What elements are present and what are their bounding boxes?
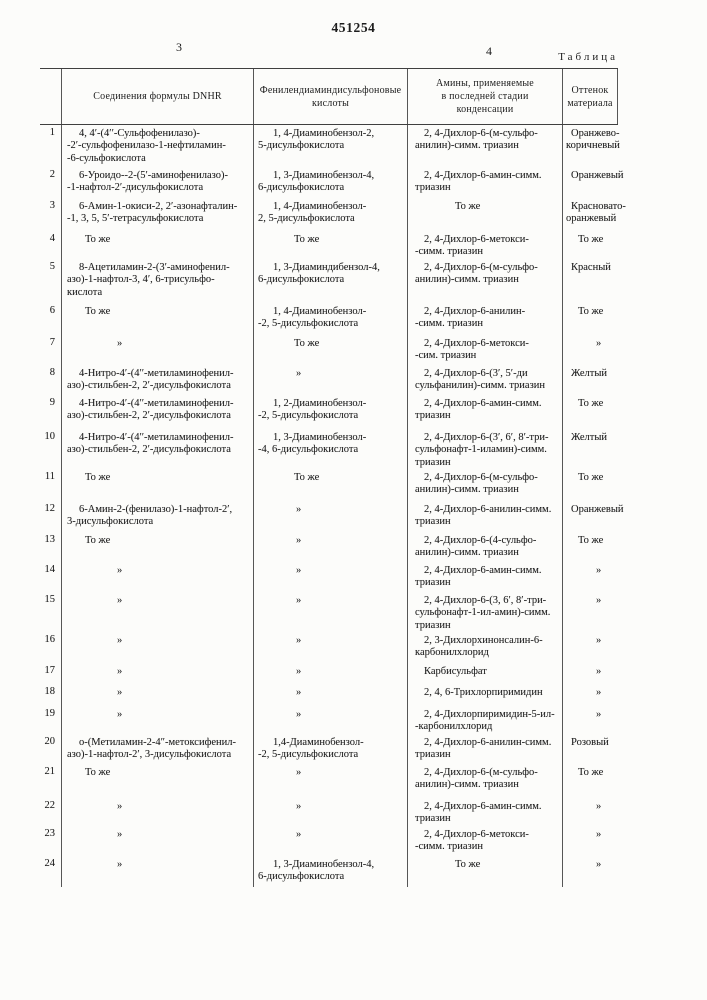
shade-cell: » <box>596 666 602 677</box>
row-number-cell: 23 <box>40 826 62 856</box>
shade-cell: » <box>596 595 602 606</box>
acid-cell: 1, 4-Диаминобензол-2, 5-дисульфокислота <box>254 125 408 167</box>
row-number-cell: 11 <box>40 469 62 501</box>
amine-cell: 2, 4-Дихлор-6-(м-сульфо- анилин)-симм. триазин <box>408 469 563 501</box>
acid-cell: 1, 4-Диаминобензол- -2, 5-дисульфокислота <box>254 303 408 335</box>
table-row <box>40 125 618 167</box>
table-row <box>40 684 618 706</box>
acid-cell: 1, 3-Диаминобензол- -4, 6-дисульфокислота <box>254 429 408 469</box>
acid-cell: 1, 4-Диаминобензол- 2, 5-дисульфокислота <box>254 198 408 231</box>
row-number-cell: 9 <box>40 395 62 429</box>
row-number-cell: 4 <box>40 231 62 259</box>
dnhr-compound-cell: То же <box>62 764 254 798</box>
dnhr-compound-cell: » <box>62 826 254 856</box>
dnhr-compound-cell: » <box>62 706 254 734</box>
table-row <box>40 365 618 395</box>
table-row <box>40 198 626 231</box>
dnhr-compound-cell: о-(Метиламин-2-4″-метоксифенил- азо)-1-нафтол-2′, 3-дисульфокислота <box>62 734 254 764</box>
row-number-cell: 14 <box>40 562 62 592</box>
table-row <box>40 706 618 734</box>
acid-cell: » <box>254 501 408 532</box>
shade-cell: Розовый <box>571 736 609 748</box>
table-row <box>40 469 618 501</box>
row-number-cell: 22 <box>40 798 62 826</box>
row-number-cell: 17 <box>40 663 62 684</box>
acid-cell: » <box>254 706 408 734</box>
dnhr-compound-cell: » <box>62 663 254 684</box>
amine-cell: 2, 4, 6-Трихлорпиримидин <box>408 684 563 706</box>
dnhr-compound-cell: 8-Ацетиламин-2-(3′-аминофенил- азо)-1-нафтол-3, 4′, 6-трисульфо- кислота <box>62 259 254 303</box>
shade-cell: » <box>596 800 602 812</box>
amine-cell: 2, 4-Дихлор-6-амин-симм. триазин <box>408 167 563 198</box>
acid-cell: » <box>254 592 408 632</box>
amine-cell: 2, 4-Дихлор-6-(м-сульфо- анилин)-симм. триазин <box>408 259 563 303</box>
dnhr-compound-cell: » <box>62 856 254 887</box>
dnhr-compound-cell: » <box>62 562 254 592</box>
amine-cell: 2, 4-Дихлорпиримидин-5-ил- -карбонилхлорид <box>408 706 563 734</box>
column-header-amines: Амины, применяемые в последней стадии конденсации <box>408 69 563 124</box>
dnhr-compound-cell: » <box>62 592 254 632</box>
amine-cell: 2, 4-Дихлор-6-анилин-симм. триазин <box>408 501 563 532</box>
row-number-cell: 8 <box>40 365 62 395</box>
shade-cell: То же <box>578 306 604 317</box>
amine-cell: 2, 4-Дихлор-6-амин-симм. триазин <box>408 798 563 826</box>
table-row <box>40 335 618 365</box>
acid-cell: 1, 3-Диаминобензол-4, 6-дисульфокислота <box>254 167 408 198</box>
acid-cell: То же <box>254 335 408 365</box>
table-row <box>40 532 618 562</box>
amine-cell: 2, 4-Дихлор-6-метокси- -сим. триазин <box>408 335 563 365</box>
amine-cell: 2, 4-Дихлор-6-(м-сульфо- анилин)-симм. триазин <box>408 125 563 167</box>
row-number-cell: 6 <box>40 303 62 335</box>
amine-cell: 2, 4-Дихлор-6-метокси- -симм. триазин <box>408 231 563 259</box>
row-number-cell: 2 <box>40 167 62 198</box>
dnhr-compound-cell: » <box>62 684 254 706</box>
acid-cell: То же <box>254 231 408 259</box>
row-number-cell: 5 <box>40 259 62 303</box>
amine-cell: 2, 3-Дихлорхинонсалин-6- карбонилхлорид <box>408 632 563 663</box>
row-number-cell: 7 <box>40 335 62 365</box>
acid-cell: » <box>254 826 408 856</box>
amine-cell: 2, 4-Дихлор-6-анилин-симм. триазин <box>408 734 563 764</box>
table-row <box>40 167 624 198</box>
row-number-cell: 10 <box>40 429 62 469</box>
row-number-cell: 18 <box>40 684 62 706</box>
table-row <box>40 259 618 303</box>
table-row <box>40 231 618 259</box>
amine-cell: Карбисульфат <box>408 663 563 684</box>
amine-cell: То же <box>408 198 563 231</box>
amine-cell: То же <box>408 856 563 887</box>
dnhr-compound-cell: То же <box>62 469 254 501</box>
dnhr-compound-cell: 6-Амин-1-окиси-2, 2′-азонафталин- -1, 3, 5, 5′-тетрасульфокислота <box>62 198 254 231</box>
shade-cell: То же <box>578 398 604 409</box>
dnhr-compound-cell: То же <box>62 303 254 335</box>
table-row <box>40 592 618 632</box>
table-row <box>40 303 618 335</box>
row-number-cell: 1 <box>40 125 62 167</box>
column-header-disulfonic-acids: Фенилендиаминдисульфоновые кислоты <box>254 69 408 124</box>
table-row <box>40 501 624 532</box>
shade-cell: То же <box>578 234 604 245</box>
row-number-cell: 21 <box>40 764 62 798</box>
table-row <box>40 429 618 469</box>
dnhr-compound-cell: 4-Нитро-4′-(4′′-метиламинофенил- азо)-стильбен-2, 2′-дисульфокислота <box>62 429 254 469</box>
shade-cell: То же <box>578 766 604 778</box>
column-header-row-number <box>40 69 62 124</box>
acid-cell: » <box>254 562 408 592</box>
page-number-right: 4 <box>486 44 492 58</box>
acid-cell: 1, 3-Диаминдибензол-4, 6-дисульфокислота <box>254 259 408 303</box>
table-row <box>40 734 618 764</box>
column-header-shade: Оттенок материала <box>563 69 618 124</box>
table-header-row <box>40 68 618 125</box>
dnhr-compound-cell: » <box>62 798 254 826</box>
row-number-cell: 12 <box>40 501 62 532</box>
amine-cell: 2, 4-Дихлор-6-(3, 6′, 8′-три- сульфонафт-1-ил-амин)-симм. триазин <box>408 592 563 632</box>
page-number-left: 3 <box>176 40 182 54</box>
dnhr-compound-cell: 4, 4′-(4′′-Сульфофенилазо)- -2′-сульфофенилазо-1-нефтиламин- -6-сульфокислота <box>62 125 254 167</box>
table-row <box>40 856 618 887</box>
row-number-cell: 20 <box>40 734 62 764</box>
table-row <box>40 663 618 684</box>
shade-cell: » <box>596 338 602 349</box>
dnhr-compound-cell: 6-Амин-2-(фенилазо)-1-нафтол-2′, 3-дисульфокислота <box>62 501 254 532</box>
shade-cell: Желтый <box>571 432 608 443</box>
acid-cell: » <box>254 764 408 798</box>
shade-cell: Желтый <box>571 368 608 379</box>
shade-cell: Оранжевый <box>571 170 624 181</box>
dnhr-compound-cell: 4-Нитро-4′-(4′′-метиламинофенил- азо)-стильбен-2, 2′-дисульфокислота <box>62 365 254 395</box>
row-number-cell: 13 <box>40 532 62 562</box>
acid-cell: 1,4-Диаминобензол- -2, 5-дисульфокислота <box>254 734 408 764</box>
acid-cell: » <box>254 663 408 684</box>
acid-cell: 1, 3-Диаминобензол-4, 6-дисульфокислота <box>254 856 408 887</box>
row-number-cell: 3 <box>40 198 62 231</box>
shade-cell: » <box>596 635 602 646</box>
column-header-dnhr-compounds: Соединения формулы DNHR <box>62 69 254 124</box>
shade-cell: » <box>596 687 602 698</box>
shade-cell: » <box>596 709 602 720</box>
shade-cell: Оранжево- коричневый <box>566 128 620 152</box>
row-number-cell: 16 <box>40 632 62 663</box>
table-row <box>40 562 618 592</box>
amine-cell: 2, 4-Дихлор-6-анилин- -симм. триазин <box>408 303 563 335</box>
shade-cell: » <box>596 828 602 840</box>
amine-cell: 2, 4-Дихлор-6-(4-сульфо- анилин)-симм. триазин <box>408 532 563 562</box>
dnhr-compound-cell: То же <box>62 231 254 259</box>
amine-cell: 2, 4-Дихлор-6-(м-сульфо- анилин)-симм. триазин <box>408 764 563 798</box>
acid-cell: То же <box>254 469 408 501</box>
shade-cell: То же <box>578 535 604 546</box>
dnhr-compound-cell: » <box>62 632 254 663</box>
shade-cell: Красный <box>571 262 611 273</box>
dnhr-compound-cell: То же <box>62 532 254 562</box>
shade-cell: То же <box>578 472 604 483</box>
shade-cell: Красновато- оранжевый <box>566 201 626 225</box>
dnhr-compound-cell: 6-Уроидо--2-(5′-аминофенилазо)- -1-нафтол-2′-дисульфокислота <box>62 167 254 198</box>
table-row <box>40 764 618 798</box>
shade-cell: Оранжевый <box>571 504 624 515</box>
acid-cell: » <box>254 798 408 826</box>
table-row <box>40 826 618 856</box>
acid-cell: » <box>254 365 408 395</box>
table-row <box>40 632 618 663</box>
compounds-table <box>40 68 626 887</box>
table-body <box>40 125 626 887</box>
row-number-cell: 15 <box>40 592 62 632</box>
amine-cell: 2, 4-Дихлор-6-амин-симм. триазин <box>408 562 563 592</box>
table-row <box>40 395 618 429</box>
shade-cell: » <box>596 858 602 870</box>
acid-cell: » <box>254 684 408 706</box>
table-caption: Таблица <box>558 51 618 63</box>
amine-cell: 2, 4-Дихлор-6-(3′, 6′, 8′-три- сульфонафт-1-иламин)-симм. триазин <box>408 429 563 469</box>
dnhr-compound-cell: 4-Нитро-4′-(4′′-метиламинофенил- азо)-стильбен-2, 2′-дисульфокислота <box>62 395 254 429</box>
acid-cell: » <box>254 532 408 562</box>
dnhr-compound-cell: » <box>62 335 254 365</box>
row-number-cell: 19 <box>40 706 62 734</box>
amine-cell: 2, 4-Дихлор-6-(3′, 5′-ди сульфанилин)-симм. триазин <box>408 365 563 395</box>
acid-cell: » <box>254 632 408 663</box>
amine-cell: 2, 4-Дихлор-6-метокси- -симм. триазин <box>408 826 563 856</box>
row-number-cell: 24 <box>40 856 62 887</box>
patent-number: 451254 <box>331 20 376 35</box>
shade-cell: » <box>596 565 602 576</box>
acid-cell: 1, 2-Диаминобензол- -2, 5-дисульфокислота <box>254 395 408 429</box>
amine-cell: 2, 4-Дихлор-6-амин-симм. триазин <box>408 395 563 429</box>
table-row <box>40 798 618 826</box>
